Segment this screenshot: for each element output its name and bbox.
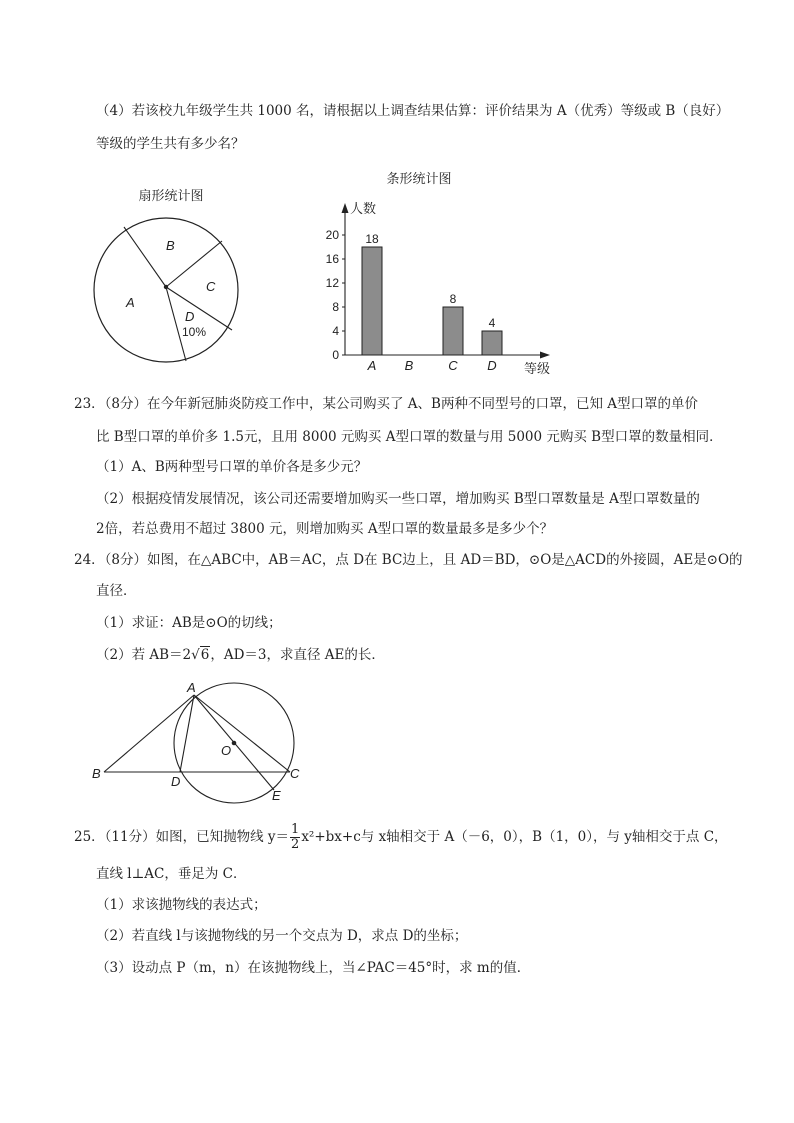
x-axis-arrow <box>540 352 550 359</box>
bar-c <box>443 307 463 355</box>
pie-label-a: A <box>126 295 135 310</box>
center-o <box>232 741 237 746</box>
q23-line2: 比 B型口罩的单价多 1.5元，且用 8000 元购买 A型口罩的数量与用 5000 元购买 B型口罩的数量相同． <box>96 429 723 445</box>
x-category-label-d: D <box>487 358 497 373</box>
q22-part4-line1: （4）若该校九年级学生共 1000 名，请根据以上调查结果估算：评价结果为 A（优秀）等级或 B（良好） <box>96 103 730 119</box>
pie-label-d-percent: 10% <box>182 325 207 339</box>
q25-fraction-numerator: 1 <box>291 822 300 837</box>
y-tick-label-8: 8 <box>332 300 339 314</box>
q25-line1 <box>74 823 728 852</box>
y-tick-label-16: 16 <box>325 252 339 266</box>
segment-ab <box>104 695 194 772</box>
x-category-label-a: A <box>367 358 377 373</box>
bar-chart-xlabel: 等级 <box>524 361 551 376</box>
label-o: O <box>221 743 232 758</box>
q25-line1-text-a: 25．（11分）如图，已知抛物线 y＝ <box>74 829 290 845</box>
pie-label-c: C <box>206 279 216 294</box>
q24-part2-text-b: ，AD＝3，求直径 AE的长． <box>210 647 385 663</box>
q25-part3: （3）设动点 P（m，n）在该抛物线上，当∠PAC＝45°时，求 m的值． <box>96 960 531 976</box>
q23-part1: （1）A、B两种型号口罩的单价各是多少元？ <box>96 459 368 475</box>
label-b: B <box>92 766 101 781</box>
x-category-label-c: C <box>448 358 458 373</box>
pie-chart-title: 扇形统计图 <box>138 188 204 203</box>
q25-fraction-denominator: 2 <box>291 837 300 852</box>
bar-value-label-d: 4 <box>488 316 496 330</box>
q23-part2-line1: （2）根据疫情发展情况，该公司还需要增加购买一些口罩，增加购买 B型口罩数量是 A型口罩数量的 <box>96 491 700 507</box>
bar-a <box>362 247 382 355</box>
bar-value-label-a: 18 <box>365 232 379 246</box>
bar-chart-ylabel: 人数 <box>350 201 377 216</box>
q24-part2-text-a: （2）若 AB＝2 <box>96 647 192 663</box>
segment-ac <box>194 695 290 772</box>
q22-part4-line2: 等级的学生共有多少名？ <box>96 136 245 152</box>
bar-value-label-c: 8 <box>449 292 457 306</box>
q24-part1: （1）求证：AB是⊙O的切线； <box>96 615 282 631</box>
q24-part2-sqrt-value: 6 <box>200 647 210 663</box>
q24-line1: 24．（8分）如图，在△ABC中，AB＝AC，点 D在 BC边上，且 AD＝BD，⊙O是△ACD的外接圆，AE是⊙O的 <box>74 552 743 568</box>
label-e: E <box>272 788 281 803</box>
bar-chart-title: 条形统计图 <box>386 171 452 186</box>
q25-part2: （2）若直线 l与该抛物线的另一个交点为 D，求点 D的坐标； <box>96 928 468 944</box>
y-tick-label-12: 12 <box>325 276 339 290</box>
y-tick-label-20: 20 <box>325 228 339 242</box>
pie-center <box>164 285 168 289</box>
q24-part2-sqrt-sign: √ <box>191 647 200 663</box>
pie-label-b: B <box>166 238 175 253</box>
q25-line1-text-b: x²+bx+c与 x轴相交于 A（－6，0），B（1，0），与 y轴相交于点 C， <box>301 829 728 845</box>
pie-label-d: D <box>185 309 195 324</box>
y-axis-arrow <box>342 203 349 213</box>
label-c: C <box>290 766 300 781</box>
q23-line1: 23．（8分）在今年新冠肺炎防疫工作中，某公司购买了 A、B两种不同型号的口罩，已知 A型口罩的单价 <box>74 396 699 412</box>
label-d: D <box>171 774 181 789</box>
geometry-figure <box>88 678 318 808</box>
q24-line2: 直径． <box>96 583 137 599</box>
bar-d <box>482 331 502 355</box>
q25-line2: 直线 l⊥AC，垂足为 C． <box>96 866 247 882</box>
bar-chart <box>320 165 560 385</box>
label-a: A <box>187 680 196 695</box>
q25-fraction <box>290 823 300 852</box>
q24-part2 <box>96 645 385 665</box>
pie-chart <box>90 180 250 370</box>
pie-divider-ab <box>124 227 166 287</box>
q23-part2-line2: 2倍，若总费用不超过 3800 元，则增加购买 A型口罩的数量最多是多少个？ <box>96 521 554 537</box>
y-tick-label-0: 0 <box>332 348 339 362</box>
q25-part1: （1）求该抛物线的表达式； <box>96 897 267 913</box>
y-tick-label-4: 4 <box>332 324 339 338</box>
x-category-label-b: B <box>404 358 414 373</box>
